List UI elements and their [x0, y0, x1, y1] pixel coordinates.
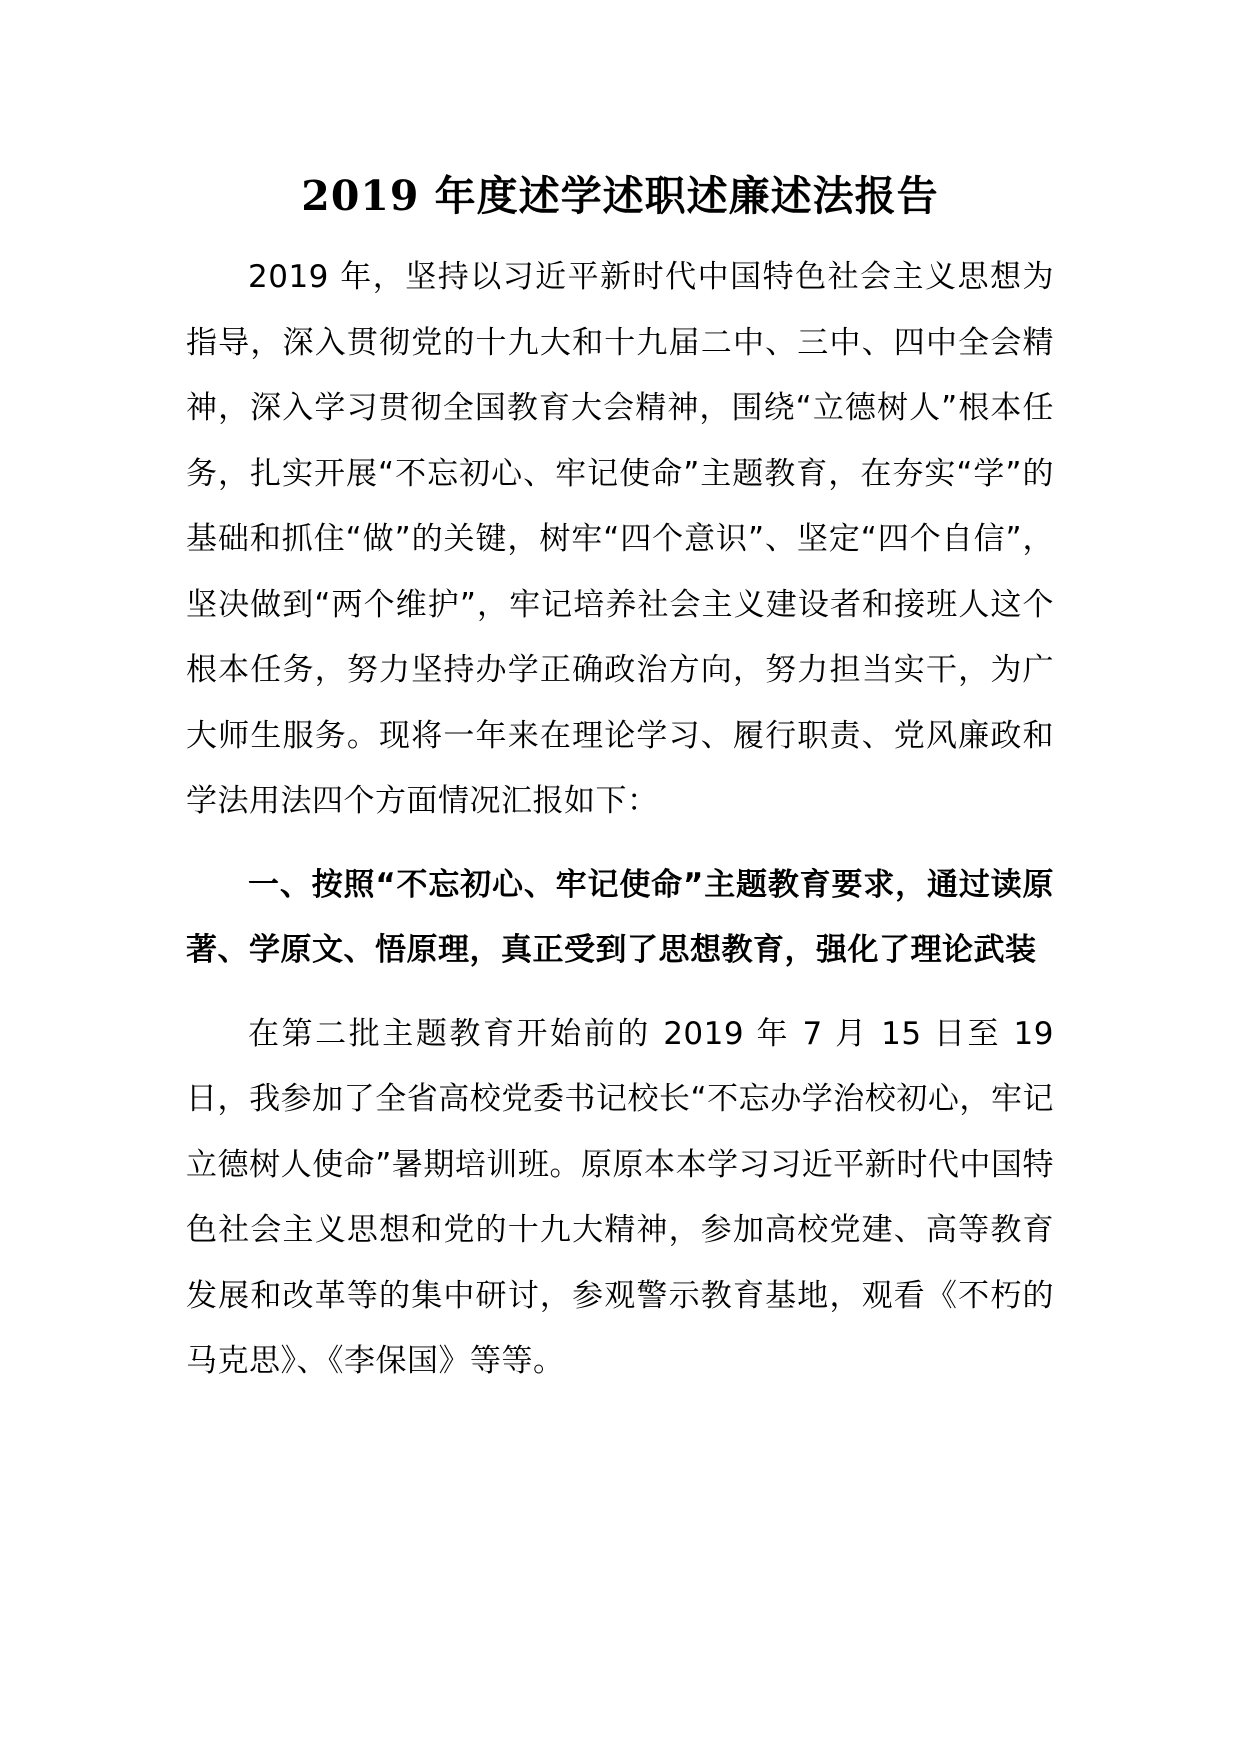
document-title: 2019 年度述学述职述廉述法报告 — [301, 172, 939, 220]
section-heading-1: 一、按照“不忘初心、牢记使命”主题教育要求，通过读原著、学原文、悟原理，真正受到了思想教育，强化了理论武装 — [186, 866, 1054, 968]
document-body — [186, 165, 1054, 1395]
intro-paragraph: 2019 年，坚持以习近平新时代中国特色社会主义思想为指导，深入贯彻党的十九大和十九届二中、三中、四中全会精神，深入学习贯彻全国教育大会精神，围绕“立德树人”根本任务，扎实开展“不忘初心、牢记使命”主题教育，在夯实“学”的基础和抓住“做”的关键，树牢“四个意识”、坚定“四个自信”，坚决做到“两个维护”，牢记培养社会主义建设者和接班人这个根本任务，努力坚持办学正确政治方向，努力担当实干，为广大师生服务。现将一年来在理论学习、履行职责、党风廉政和学法用法四个方面情况汇报如下： — [186, 259, 1054, 819]
section-1-paragraph: 在第二批主题教育开始前的 2019 年 7 月 15 日至 19 日，我参加了全省高校党委书记校长“不忘办学治校初心，牢记立德树人使命”暑期培训班。原原本本学习习近平新时代中国特色社会主义思想和党的十九大精神，参加高校党建、高等教育发展和改革等的集中研讨，参观警示教育基地，观看《不朽的马克思》、《李保国》等等。 — [186, 1015, 1054, 1379]
